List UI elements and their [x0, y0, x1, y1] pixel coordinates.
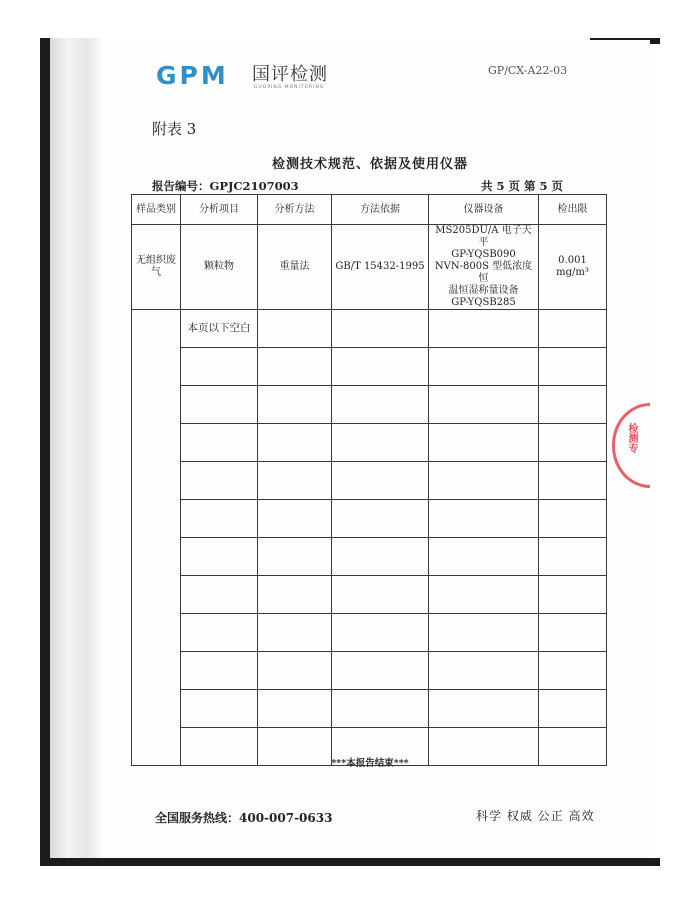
appendix-label: 附表 3 [152, 120, 197, 138]
logo-mark: GPM [156, 61, 229, 90]
company-slogan: 科学 权威 公正 高效 [476, 809, 595, 823]
header-limit: 检出限 [539, 195, 607, 225]
document-code: GP/CX-A22-03 [488, 64, 568, 77]
report-number: 报告编号：GPJC2107003 [152, 179, 299, 193]
cell-limit: 0.001 mg/m³ [539, 225, 607, 310]
equipment-line: GP-YQSB285 [451, 297, 516, 308]
scan-bottom-edge [40, 858, 660, 866]
equipment-line: 温恒湿称量设备 [448, 285, 519, 296]
logo-chinese-name: 国评检测 [252, 64, 328, 85]
header-equipment: 仪器设备 [429, 195, 539, 225]
table-row [132, 348, 607, 386]
header-category: 样品类别 [132, 195, 181, 225]
header-method: 分析方法 [258, 195, 332, 225]
official-seal [612, 403, 650, 488]
scan-top-margin [40, 0, 660, 38]
spec-table [131, 194, 607, 766]
table-title: 检测技术规范、依据及使用仪器 [271, 157, 468, 172]
table-row [132, 652, 607, 690]
cell-category: 无组织废气 [132, 225, 181, 310]
cell-method: 重量法 [258, 225, 332, 310]
service-hotline: 全国服务热线：400-007-0633 [155, 811, 333, 825]
table-header-row [132, 195, 607, 225]
table-row [132, 614, 607, 652]
header-basis: 方法依据 [332, 195, 429, 225]
cell-item: 颗粒物 [181, 225, 258, 310]
blank-note: 本页以下空白 [181, 310, 258, 348]
equipment-line: GP-YQSB090 [451, 249, 516, 260]
table-row [132, 225, 607, 310]
seal-text: 检测专 [626, 423, 637, 453]
table-row [132, 538, 607, 576]
cell-basis: GB/T 15432-1995 [332, 225, 429, 310]
header-item: 分析项目 [181, 195, 258, 225]
equipment-line: NVN-800S 型低浓度恒 [434, 261, 533, 284]
logo-english-name: GUOPING MONITORING [254, 85, 325, 90]
table-row [132, 310, 607, 348]
cell-equipment [429, 225, 539, 310]
cell-empty-category [132, 310, 181, 766]
table-row [132, 500, 607, 538]
report-end-note: ***本报告结束*** [331, 758, 409, 769]
page-count: 共 5 页 第 5 页 [481, 179, 564, 193]
table-row [132, 690, 607, 728]
table-row [132, 576, 607, 614]
table-row [132, 424, 607, 462]
equipment-line: MS205DU/A 电子天平 [435, 225, 532, 248]
table-row [132, 386, 607, 424]
scan-left-edge [40, 38, 50, 866]
book-binding [50, 38, 102, 860]
table-row [132, 462, 607, 500]
